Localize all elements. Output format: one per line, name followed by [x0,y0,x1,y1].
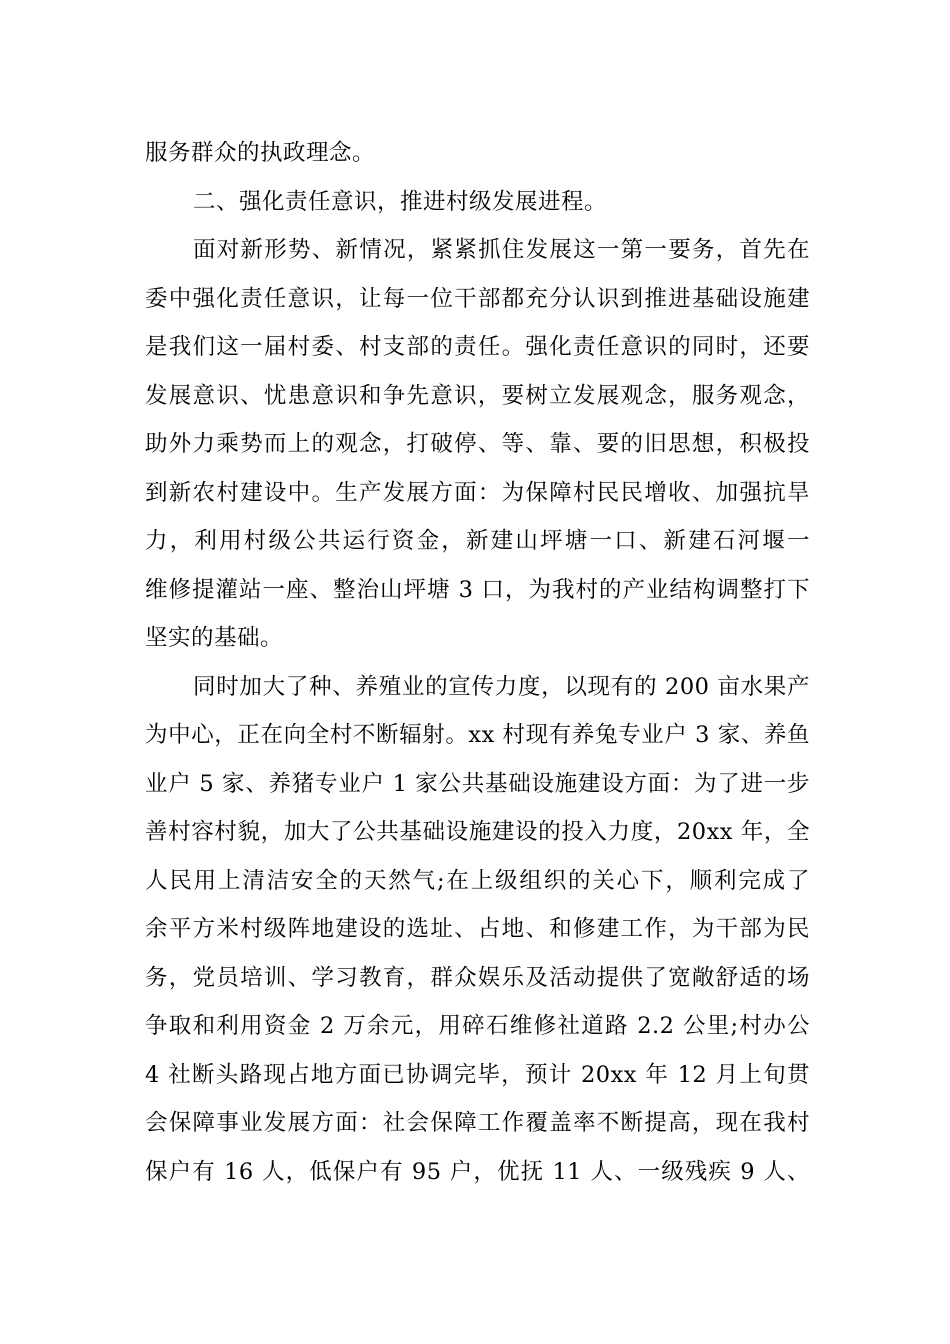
text-line: 会保障事业发展方面：社会保障工作覆盖率不断提高，现在我村 [145,1110,810,1136]
text-line: 同时加大了种、养殖业的宣传力度，以现有的 200 亩水果产 [193,673,810,700]
text-line: 维修提灌站一座、整治山坪塘 3 口，为我村的产业结构调整打下 [145,576,810,603]
text-line: 力，利用村级公共运行资金，新建山坪塘一口、新建石河堰一 [145,528,810,554]
text-line: 二、强化责任意识，推进村级发展进程。 [193,188,608,215]
text-line: 发展意识、忧患意识和争先意识，要树立发展观念，服务观念， [145,382,810,409]
text-line: 服务群众的执政理念。 [145,140,376,166]
text-line: 务，党员培训、学习教育，群众娱乐及活动提供了宽敞舒适的场 [145,964,810,991]
text-line: 助外力乘势而上的观念，打破停、等、靠、要的旧思想，积极投 [145,431,810,457]
text-line: 面对新形势、新情况，紧紧抓住发展这一第一要务，首先在 [193,237,810,263]
text-line: 委中强化责任意识，让每一位干部都充分认识到推进基础设施建 [145,285,810,312]
text-line: 4 社断头路现占地方面已协调完毕，预计 20xx 年 12 月上旬贯 [145,1061,810,1088]
text-line: 善村容村貌，加大了公共基础设施建设的投入力度，20xx 年，全 [145,819,810,845]
text-line: 坚实的基础。 [145,625,284,651]
text-line: 到新农村建设中。生产发展方面：为保障村民民增收、加强抗旱 [145,479,810,506]
text-line: 争取和利用资金 2 万余元，用碎石维修社道路 2.2 公里;村办公 [145,1013,810,1039]
text-line: 业户 5 家、养猪专业户 1 家公共基础设施建设方面：为了进一步 [145,770,810,797]
text-line: 余平方米村级阵地建设的选址、占地、和修建工作，为干部为民 [145,916,810,942]
text-line: 人民用上清洁安全的天然气;在上级组织的关心下，顺利完成了 [145,867,810,894]
text-line: 是我们这一届村委、村支部的责任。强化责任意识的同时，还要 [145,334,810,360]
text-line: 保户有 16 人，低保户有 95 户，优抚 11 人、一级残疾 9 人、 [145,1158,810,1185]
body-text [145,129,810,1196]
text-line: 为中心，正在向全村不断辐射。xx 村现有养兔专业户 3 家、养鱼 [145,722,810,748]
